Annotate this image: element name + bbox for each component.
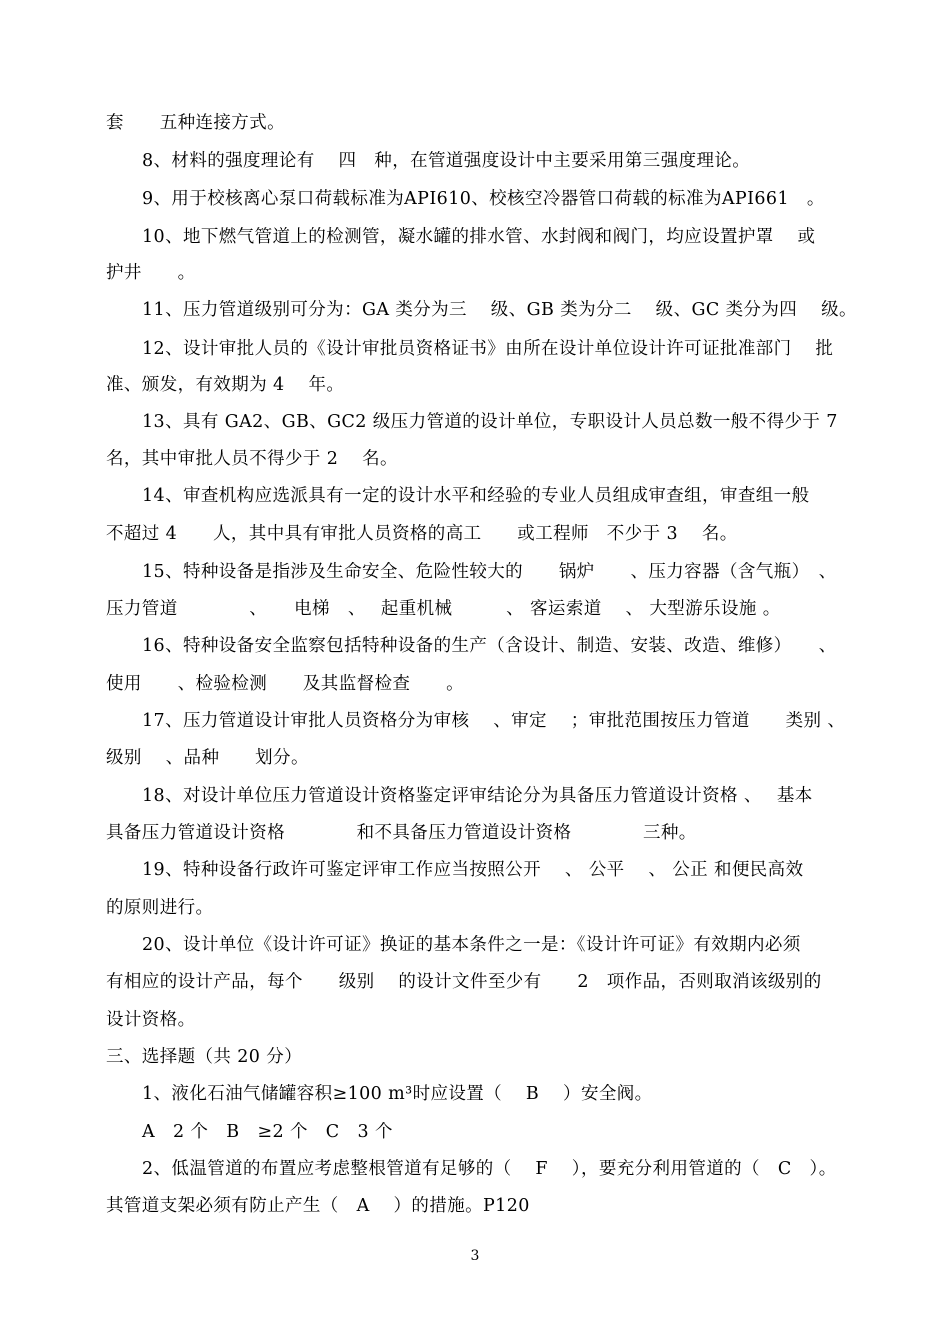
text-line-12: 不超过 4 人，其中具有审批人员资格的高工 或工程师 不少于 3 名。 (106, 524, 738, 544)
text-line-18: 级别 、品种 划分。 (106, 748, 309, 768)
page-number: 3 (470, 1248, 480, 1264)
text-line-30: 其管道支架必须有防止产生（ A ）的措施。P120 (106, 1196, 530, 1216)
text-line-5: 护井 。 (106, 263, 196, 283)
text-line-27: 1、液化石油气储罐容积≥100 m³时应设置（ B ）安全阀。 (142, 1084, 653, 1104)
text-line-29: 2、低温管道的布置应考虑整根管道有足够的（ F ），要充分利用管道的（ C ）。 (142, 1159, 837, 1179)
text-line-9: 13、具有 GA2、GB、GC2 级压力管道的设计单位，专职设计人员总数一般不得少于 7 (142, 412, 838, 432)
text-line-20: 具备压力管道设计资格 和不具备压力管道设计资格 三种。 (106, 823, 697, 843)
text-line-22: 的原则进行。 (106, 898, 214, 918)
text-line-24: 有相应的设计产品，每个 级别 的设计文件至少有 2 项作品，否则取消该级别的 (106, 972, 822, 992)
text-line-23: 20、设计单位《设计许可证》换证的基本条件之一是：《设计许可证》有效期内必须 (142, 935, 801, 955)
text-line-11: 14、审查机构应选派具有一定的设计水平和经验的专业人员组成审查组，审查组一般 (142, 486, 810, 506)
text-line-13: 15、特种设备是指涉及生命安全、危险性较大的 锅炉 、压力容器（含气瓶） 、 (142, 562, 837, 582)
text-line-21: 19、特种设备行政许可鉴定评审工作应当按照公开 、 公平 、 公正 和便民高效 (142, 860, 804, 880)
text-line-25: 设计资格。 (106, 1010, 196, 1030)
text-line-1: 套 五种连接方式。 (106, 113, 285, 133)
text-line-10: 名，其中审批人员不得少于 2 名。 (106, 449, 398, 469)
text-line-17: 17、压力管道设计审批人员资格分为审核 、审定 ；审批范围按压力管道 类别 、 (142, 711, 846, 731)
text-line-15: 16、特种设备安全监察包括特种设备的生产（含设计、制造、安装、改造、维修） 、 (142, 636, 837, 656)
text-line-14: 压力管道 、 电梯 、 起重机械 、 客运索道 、 大型游乐设施 。 (106, 599, 781, 619)
text-line-7: 12、设计审批人员的《设计审批员资格证书》由所在设计单位设计许可证批准部门 批 (142, 339, 834, 359)
section-heading: 三、选择题（共 20 分） (106, 1047, 303, 1067)
text-line-16: 使用 、检验检测 及其监督检查 。 (106, 674, 464, 694)
text-line-6: 11、压力管道级别可分为：GA 类分为三 级、GB 类为分二 级、GC 类分为四 级。 (142, 300, 857, 320)
text-line-3: 9、用于校核离心泵口荷载标准为API610、校核空冷器管口荷载的标准为API661 。 (142, 189, 825, 209)
text-line-8: 准、颁发，有效期为 4 年。 (106, 375, 345, 395)
text-line-2: 8、材料的强度理论有 四 种，在管道强度设计中主要采用第三强度理论。 (142, 151, 751, 171)
text-line-19: 18、对设计单位压力管道设计资格鉴定评审结论分为具备压力管道设计资格 、 基本 (142, 786, 813, 806)
text-line-4: 10、地下燃气管道上的检测管，凝水罐的排水管、水封阀和阀门，均应设置护罩 或 (142, 227, 816, 247)
text-line-28: A 2 个 B ≥2 个 C 3 个 (142, 1122, 393, 1142)
